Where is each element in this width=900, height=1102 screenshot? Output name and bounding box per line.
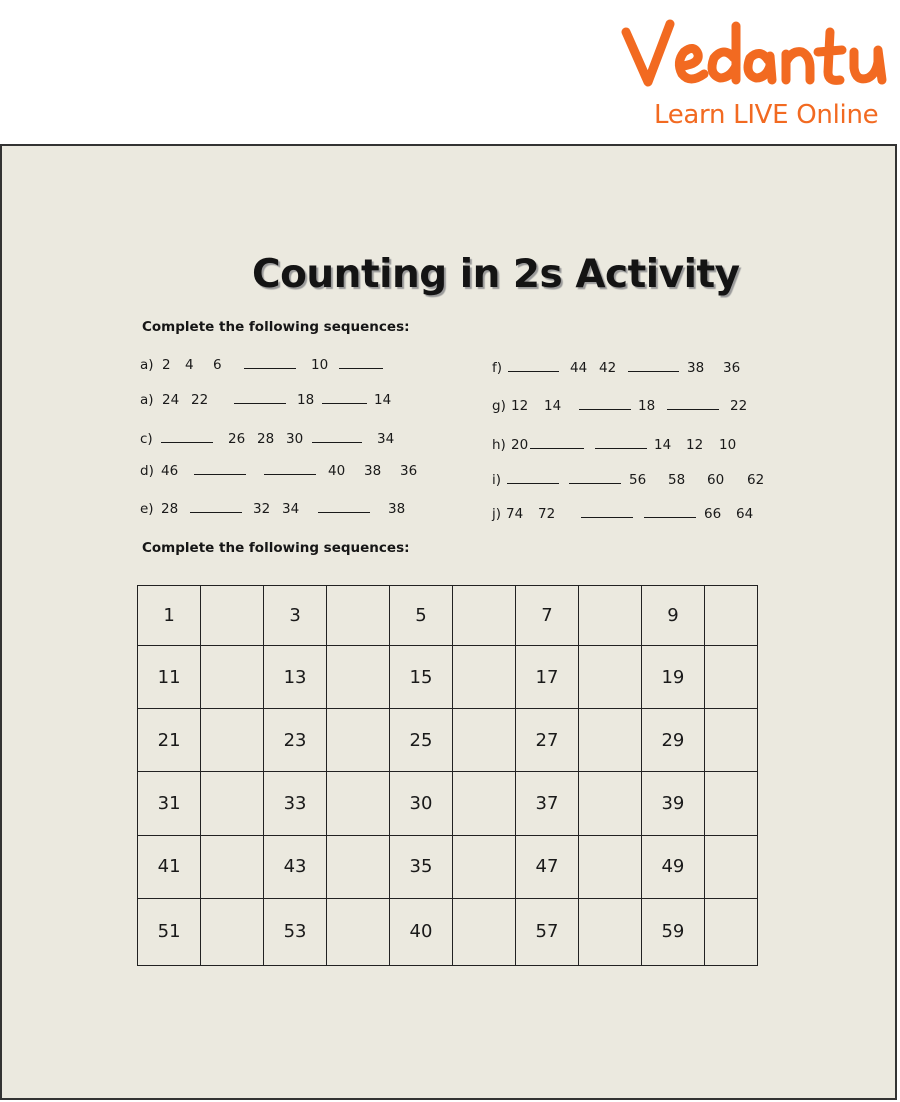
grid-number-cell: 53 (263, 898, 326, 965)
grid-blank-cell[interactable] (201, 586, 264, 646)
grid-blank-cell[interactable] (453, 835, 516, 898)
grid-number-cell: 9 (641, 586, 704, 646)
answer-blank[interactable] (628, 360, 679, 376)
grid-row (138, 835, 758, 898)
sequence-number: 26 (228, 431, 246, 447)
sequence-label: a) (140, 392, 154, 408)
answer-blank[interactable] (595, 437, 647, 453)
sequence-number: 38 (388, 501, 406, 517)
grid-row (138, 586, 758, 646)
grid-number-cell: 25 (389, 709, 452, 772)
sequence-label: f) (492, 360, 503, 376)
grid-blank-cell[interactable] (579, 835, 642, 898)
sequence-number: 12 (511, 398, 529, 414)
grid-number-cell: 35 (389, 835, 452, 898)
sequence-number: 14 (654, 437, 672, 453)
sequence-label: h) (492, 437, 506, 453)
sequence-label: i) (492, 472, 502, 488)
grid-instruction: Complete the following sequences: (142, 540, 410, 556)
grid-blank-cell[interactable] (327, 646, 390, 709)
grid-number-cell: 15 (389, 646, 452, 709)
answer-blank[interactable] (508, 360, 559, 376)
grid-blank-cell[interactable] (705, 709, 758, 772)
sequence-number: 34 (282, 501, 300, 517)
grid-blank-cell[interactable] (579, 646, 642, 709)
grid-number-cell: 31 (138, 772, 201, 835)
answer-blank[interactable] (569, 472, 621, 488)
answer-blank[interactable] (190, 501, 242, 517)
sequence-number: 58 (668, 472, 686, 488)
answer-blank[interactable] (244, 357, 296, 373)
grid-blank-cell[interactable] (327, 586, 390, 646)
sequence-number: 12 (686, 437, 704, 453)
grid-blank-cell[interactable] (579, 898, 642, 965)
grid-number-cell: 17 (515, 646, 578, 709)
sequence-number: 4 (185, 357, 194, 373)
sequence-number: 72 (538, 506, 556, 522)
answer-blank[interactable] (579, 398, 631, 414)
sequence-number: 36 (400, 463, 418, 479)
answer-blank[interactable] (161, 431, 213, 447)
grid-blank-cell[interactable] (201, 709, 264, 772)
sequence-number: 14 (374, 392, 392, 408)
grid-number-cell: 43 (263, 835, 326, 898)
grid-blank-cell[interactable] (579, 586, 642, 646)
answer-blank[interactable] (194, 463, 246, 479)
sequence-number: 30 (286, 431, 304, 447)
grid-blank-cell[interactable] (327, 772, 390, 835)
sequence-number: 46 (161, 463, 179, 479)
grid-blank-cell[interactable] (705, 772, 758, 835)
sequence-number: 22 (191, 392, 209, 408)
sequence-number: 36 (723, 360, 741, 376)
grid-blank-cell[interactable] (201, 898, 264, 965)
grid-blank-cell[interactable] (201, 646, 264, 709)
answer-blank[interactable] (644, 506, 696, 522)
grid-number-cell: 11 (138, 646, 201, 709)
sequence-number: 42 (599, 360, 617, 376)
grid-blank-cell[interactable] (453, 586, 516, 646)
vedantu-wordmark (620, 18, 892, 98)
answer-blank[interactable] (581, 506, 633, 522)
grid-blank-cell[interactable] (327, 709, 390, 772)
grid-blank-cell[interactable] (705, 586, 758, 646)
sequence-number: 24 (162, 392, 180, 408)
grid-number-cell: 49 (641, 835, 704, 898)
grid-number-cell: 29 (641, 709, 704, 772)
grid-number-cell: 7 (515, 586, 578, 646)
grid-blank-cell[interactable] (453, 898, 516, 965)
grid-number-cell: 23 (263, 709, 326, 772)
worksheet-title: Counting in 2s Activity (252, 252, 740, 297)
grid-number-cell: 40 (389, 898, 452, 965)
sequence-number: 18 (638, 398, 656, 414)
sequence-number: 10 (311, 357, 329, 373)
grid-row (138, 709, 758, 772)
sequence-number: 6 (213, 357, 222, 373)
grid-number-cell: 41 (138, 835, 201, 898)
answer-blank[interactable] (264, 463, 316, 479)
grid-blank-cell[interactable] (579, 709, 642, 772)
grid-blank-cell[interactable] (453, 709, 516, 772)
grid-number-cell: 47 (515, 835, 578, 898)
grid-number-cell: 27 (515, 709, 578, 772)
grid-blank-cell[interactable] (705, 646, 758, 709)
answer-blank[interactable] (312, 431, 362, 447)
sequence-number: 40 (328, 463, 346, 479)
grid-blank-cell[interactable] (453, 772, 516, 835)
grid-blank-cell[interactable] (327, 835, 390, 898)
grid-row (138, 646, 758, 709)
brand-tagline: Learn LIVE Online (654, 100, 879, 130)
answer-blank[interactable] (234, 392, 286, 408)
sequence-label: e) (140, 501, 154, 517)
sequence-label: a) (140, 357, 154, 373)
grid-number-cell: 5 (389, 586, 452, 646)
grid-row (138, 772, 758, 835)
sequence-number: 38 (687, 360, 705, 376)
grid-blank-cell[interactable] (579, 772, 642, 835)
sequence-number: 2 (162, 357, 171, 373)
answer-blank[interactable] (339, 357, 383, 373)
sequence-number: 28 (161, 501, 179, 517)
sequence-number: 38 (364, 463, 382, 479)
grid-number-cell: 3 (263, 586, 326, 646)
grid-blank-cell[interactable] (201, 772, 264, 835)
sequence-label: g) (492, 398, 506, 414)
grid-number-cell: 51 (138, 898, 201, 965)
grid-blank-cell[interactable] (705, 898, 758, 965)
grid-blank-cell[interactable] (705, 835, 758, 898)
grid-number-cell: 57 (515, 898, 578, 965)
grid-row (138, 898, 758, 965)
sequence-number: 28 (257, 431, 275, 447)
sequence-number: 44 (570, 360, 588, 376)
grid-blank-cell[interactable] (327, 898, 390, 965)
grid-blank-cell[interactable] (201, 835, 264, 898)
sequence-label: c) (140, 431, 153, 447)
sequence-label: d) (140, 463, 154, 479)
sequence-number: 32 (253, 501, 271, 517)
sequence-number: 10 (719, 437, 737, 453)
sequence-number: 64 (736, 506, 754, 522)
grid-number-cell: 39 (641, 772, 704, 835)
sequence-number: 62 (747, 472, 765, 488)
grid-number-cell: 37 (515, 772, 578, 835)
answer-blank[interactable] (530, 437, 584, 453)
vedantu-logo (620, 18, 892, 130)
answer-blank[interactable] (507, 472, 559, 488)
grid-number-cell: 59 (641, 898, 704, 965)
grid-number-cell: 30 (389, 772, 452, 835)
grid-number-cell: 1 (138, 586, 201, 646)
sequence-number: 74 (506, 506, 524, 522)
sequence-number: 20 (511, 437, 529, 453)
number-grid (137, 585, 758, 966)
sequence-number: 60 (707, 472, 725, 488)
sequence-number: 34 (377, 431, 395, 447)
sequence-label: j) (492, 506, 502, 522)
sequence-number: 14 (544, 398, 562, 414)
answer-blank[interactable] (322, 392, 367, 408)
grid-number-cell: 13 (263, 646, 326, 709)
grid-number-cell: 21 (138, 709, 201, 772)
grid-blank-cell[interactable] (453, 646, 516, 709)
answer-blank[interactable] (667, 398, 719, 414)
answer-blank[interactable] (318, 501, 370, 517)
sequences-instruction: Complete the following sequences: (142, 319, 410, 335)
grid-number-cell: 33 (263, 772, 326, 835)
grid-number-cell: 19 (641, 646, 704, 709)
sequence-number: 56 (629, 472, 647, 488)
sequence-number: 22 (730, 398, 748, 414)
sequence-number: 18 (297, 392, 315, 408)
sequence-number: 66 (704, 506, 722, 522)
